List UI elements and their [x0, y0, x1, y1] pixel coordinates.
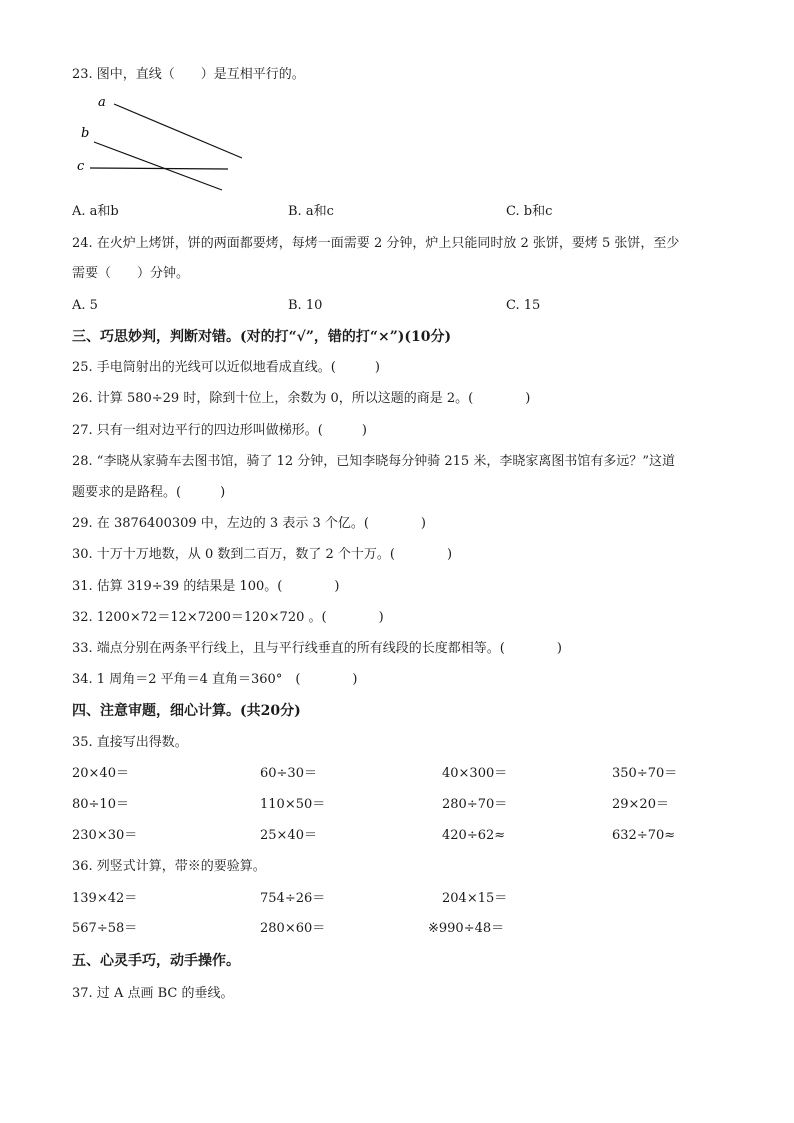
option-c: C. 15 — [506, 298, 541, 313]
calc-item: 230×30＝ — [72, 828, 138, 843]
q36-stem: 36. 列竖式计算，带※的要验算。 — [72, 859, 266, 874]
section3-title: 三、巧思妙判，判断对错。(对的打“√”，错的打“×”)(10分) — [72, 329, 452, 345]
q26: 26. 计算 580÷29 时，除到十位上，余数为 0，所以这题的商是 2。( ) — [72, 391, 531, 406]
q36-row — [72, 920, 732, 938]
q24-options — [72, 297, 732, 315]
section5-title: 五、心灵手巧，动手操作。 — [72, 953, 240, 969]
calc-item: 20×40＝ — [72, 766, 129, 781]
q37: 37. 过 A 点画 BC 的垂线。 — [72, 986, 234, 1001]
calc-item: 350÷70＝ — [612, 766, 678, 781]
q24-line1: 24. 在火炉上烤饼，饼的两面都要烤，每烤一面需要 2 分钟，炉上只能同时放 2 张饼，要烤 5 张饼，至少 — [72, 236, 680, 251]
q35-stem: 35. 直接写出得数。 — [72, 735, 188, 750]
label-b: b — [81, 126, 90, 141]
calc-item: 60÷30＝ — [260, 766, 317, 781]
parallel-lines-figure — [70, 90, 270, 200]
calc-item: 110×50＝ — [260, 797, 326, 812]
option-a: A. 5 — [72, 298, 98, 313]
line-b — [94, 142, 222, 190]
option-b: B. a和c — [288, 204, 334, 219]
q36-row — [72, 890, 732, 908]
q27: 27. 只有一组对边平行的四边形叫做梯形。( ) — [72, 423, 367, 438]
q28-line1: 28. “李晓从家骑车去图书馆，骑了 12 分钟，已知李晓每分钟骑 215 米，李晓家离图书馆有多远？”这道 — [72, 454, 675, 469]
calc-item: 204×15＝ — [442, 891, 508, 906]
calc-item: 567÷58＝ — [72, 921, 138, 936]
calc-item: 80÷10＝ — [72, 797, 129, 812]
calc-item: ※990÷48＝ — [428, 921, 505, 936]
calc-item: 754÷26＝ — [260, 891, 326, 906]
q35-row — [72, 765, 732, 783]
label-c: c — [77, 159, 85, 174]
line-c — [90, 168, 228, 169]
q24-line2: 需要（ ）分钟。 — [72, 266, 190, 281]
label-a: a — [98, 95, 106, 110]
q29: 29. 在 3876400309 中，左边的 3 表示 3 个亿。( ) — [72, 516, 426, 531]
q25: 25. 手电筒射出的光线可以近似地看成直线。( ) — [72, 360, 380, 375]
option-c: C. b和c — [506, 204, 553, 219]
q32: 32. 1200×72＝12×7200＝120×720 。( ) — [72, 610, 384, 625]
q34: 34. 1 周角＝2 平角＝4 直角＝360° ( ) — [72, 672, 358, 687]
q23-stem: 23. 图中，直线（ ）是互相平行的。 — [72, 67, 305, 82]
q35-row — [72, 796, 732, 814]
q28-line2: 题要求的是路程。( ) — [72, 485, 226, 500]
calc-item: 25×40＝ — [260, 828, 317, 843]
calc-item: 40×300＝ — [442, 766, 508, 781]
calc-item: 280÷70＝ — [442, 797, 508, 812]
q30: 30. 十万十万地数，从 0 数到二百万，数了 2 个十万。( ) — [72, 547, 453, 562]
q31: 31. 估算 319÷39 的结果是 100。( ) — [72, 579, 340, 594]
section4-title: 四、注意审题，细心计算。(共20分) — [72, 703, 301, 719]
option-b: B. 10 — [288, 298, 323, 313]
q33: 33. 端点分别在两条平行线上，且与平行线垂直的所有线段的长度都相等。( ) — [72, 641, 562, 656]
q23-options — [72, 203, 732, 221]
q35-row — [72, 827, 732, 845]
option-a: A. a和b — [72, 204, 119, 219]
calc-item: 29×20＝ — [612, 797, 669, 812]
calc-item: 280×60＝ — [260, 921, 326, 936]
line-a — [114, 104, 242, 158]
calc-item: 139×42＝ — [72, 891, 138, 906]
calc-item: 632÷70≈ — [612, 828, 676, 843]
calc-item: 420÷62≈ — [442, 828, 506, 843]
